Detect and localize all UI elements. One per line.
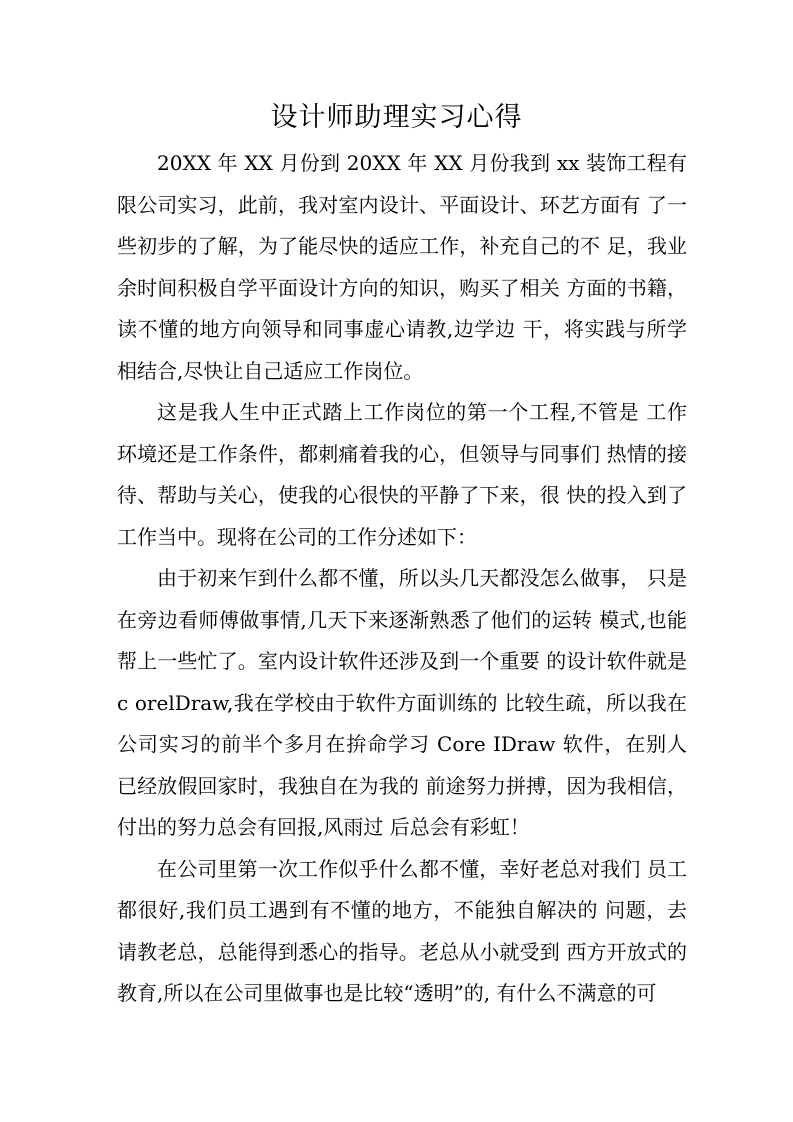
document-title: 设计师助理实习心得 (270, 102, 523, 133)
paragraph-4: 在公司里第一次工作似乎什么都不懂，幸好老总对我们 员工都很好,我们员工遇到有不懂的地方，不能独自解决的 问题，去请教老总，总能得到悉心的指导。老总从小就受到 西方开放式的教育,所以在公司里做事也是比较“透明”的, 有什么不满意的可 (117, 856, 687, 1005)
paragraph-2: 这是我人生中正式踏上工作岗位的第一个工程,不管是 工作环境还是工作条件，都刺痛着我的心，但领导与同事们 热情的接待、帮助与关心，使我的心很快的平静了下来，很 快的投入到了工作当中。现将在公司的工作分述如下： (117, 400, 687, 549)
paragraph-1: 20XX 年 XX 月份到 20XX 年 XX 月份我到 xx 装饰工程有 限公司实习，此前，我对室内设计、平面设计、环艺方面有 了一些初步的了解，为了能尽快的适应工作，补充自己的不 足，我业余时间积极自学平面设计方向的知识，购买了相关 方面的书籍，读不懂的地方向领导和同事虚心请教,边学边 干，将实践与所学相结合,尽快让自己适应工作岗位。 (117, 151, 687, 383)
paragraph-3: 由于初来乍到什么都不懂，所以头几天都没怎么做事， 只是在旁边看师傅做事情,几天下来逐渐熟悉了他们的运转 模式,也能帮上一些忙了。室内设计软件还涉及到一个重要 的设计软件就是 c orelDraw,我在学校由于软件方面训练的 比较生疏，所以我在公司实习的前半个多月在拚命学习 Core IDraw 软件，在别人已经放假回家时，我独自在为我的 前途努力拼搏，因为我相信，付出的努力总会有回报,风雨过 后总会有彩虹！ (117, 566, 687, 839)
document-body (117, 143, 687, 1015)
